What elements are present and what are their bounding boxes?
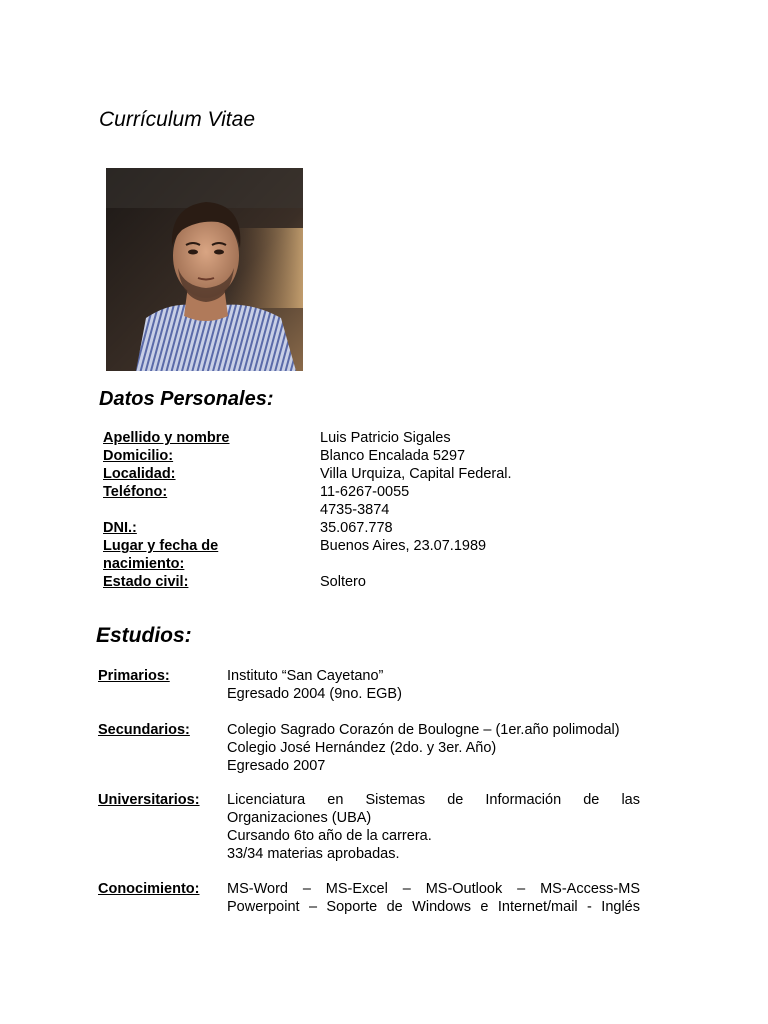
- education-label: Secundarios:: [98, 722, 190, 738]
- estudios-heading: Estudios:: [96, 624, 192, 647]
- field-value: 4735-3874: [320, 502, 390, 518]
- field-value: [320, 555, 643, 573]
- education-label: Primarios:: [98, 668, 170, 684]
- education-line: Licenciatura en Sistemas de Información de las: [227, 792, 640, 808]
- education-conocimiento: [98, 880, 640, 916]
- field-value: 11-6267-0055: [320, 484, 410, 500]
- education-label: Universitarios:: [98, 792, 200, 808]
- education-line: Egresado 2004 (9no. EGB): [227, 686, 402, 702]
- education-details: [227, 667, 640, 703]
- field-value: 35.067.778: [320, 520, 393, 536]
- education-line: Colegio Sagrado Corazón de Boulogne – (1er.año polimodal): [227, 722, 620, 738]
- personal-data-row: [103, 465, 643, 483]
- personal-data-table: [103, 429, 643, 591]
- field-value: Soltero: [320, 574, 366, 590]
- field-label: Apellido y nombre: [103, 430, 230, 446]
- education-line: Powerpoint – Soporte de Windows e Internet/mail - Inglés: [227, 899, 640, 915]
- personal-data-row: [103, 519, 643, 537]
- personal-data-row: [103, 555, 643, 573]
- personal-data-row: [103, 501, 643, 519]
- education-line: Colegio José Hernández (2do. y 3er. Año): [227, 740, 497, 756]
- education-universitarios: [98, 791, 640, 863]
- personal-data-row: [103, 537, 643, 555]
- field-value: Villa Urquiza, Capital Federal.: [320, 466, 512, 482]
- education-line: Cursando 6to año de la carrera.: [227, 828, 432, 844]
- education-details: [227, 791, 640, 863]
- education-details: [227, 721, 640, 775]
- field-value: Blanco Encalada 5297: [320, 448, 466, 464]
- field-label: nacimiento:: [103, 556, 185, 572]
- field-label: Lugar y fecha de: [103, 538, 219, 554]
- personal-data-row: [103, 573, 643, 591]
- education-line: Egresado 2007: [227, 758, 326, 774]
- document-title: Currículum Vitae: [99, 108, 256, 131]
- field-label: [103, 501, 320, 519]
- profile-photo: [106, 168, 303, 371]
- education-line: Instituto “San Cayetano”: [227, 668, 384, 684]
- education-label: Conocimiento:: [98, 881, 200, 897]
- field-value: Luis Patricio Sigales: [320, 430, 451, 446]
- personal-data-row: [103, 447, 643, 465]
- education-line: 33/34 materias aprobadas.: [227, 846, 400, 862]
- education-line: Organizaciones (UBA): [227, 810, 372, 826]
- datos-personales-heading: Datos Personales:: [99, 388, 274, 410]
- personal-data-row: [103, 483, 643, 501]
- field-label: Teléfono:: [103, 484, 168, 500]
- field-label: DNI.:: [103, 520, 137, 536]
- personal-data-row: [103, 429, 643, 447]
- education-primarios: [98, 667, 640, 703]
- field-label: Domicilio:: [103, 448, 174, 464]
- field-label: Localidad:: [103, 466, 176, 482]
- field-label: Estado civil:: [103, 574, 189, 590]
- education-details: [227, 880, 640, 916]
- education-secundarios: [98, 721, 640, 775]
- field-value: Buenos Aires, 23.07.1989: [320, 538, 487, 554]
- education-line: MS-Word – MS-Excel – MS-Outlook – MS-Access-MS: [227, 881, 640, 897]
